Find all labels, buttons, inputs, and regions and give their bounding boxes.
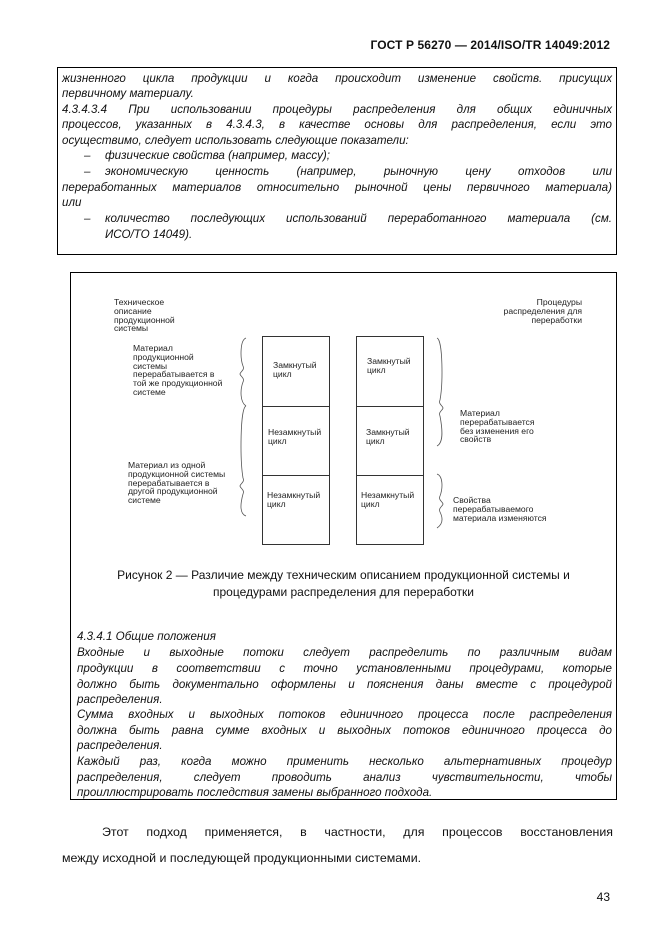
cell-right-open-loop	[356, 475, 424, 545]
bullet-item: физические свойства (например, массу);	[105, 149, 330, 162]
paragraph-line: должно быть документально оформлены и пояснения даны вместе с процедурой	[77, 678, 612, 691]
cell-label: Замкнутый цикл	[367, 356, 411, 375]
figure-caption: Рисунок 2 — Различие между техническим описанием продукционной системы и процедурами распределения для переработки	[117, 568, 570, 599]
diagram-label-other-system: Материал из одной продукционной системы перерабатывается в другой продукционной системе	[128, 460, 226, 506]
diagram-label-tech-description: Техническое описание продукционной системы	[114, 297, 175, 334]
bullet-dash: –	[84, 149, 91, 162]
bracket-properties-changed	[437, 474, 443, 528]
paragraph-line: распределения.	[77, 739, 163, 752]
bullet-item: количество последующих использований переработанного материала (см.	[105, 212, 612, 225]
diagram-label-properties-unchanged: Материал перерабатывается без изменения его свойств	[460, 408, 535, 445]
bullet-item: переработанных материалов относительно рыночной цены первичного материала)	[62, 181, 612, 194]
diagram-label-properties-changed: Свойства перерабатываемого материала изменяются	[453, 495, 547, 523]
paragraph-line: Сумма входных и выходных потоков единичного процесса после распределения	[77, 708, 612, 721]
bracket-same-system	[240, 338, 246, 406]
cell-label: Замкнутый цикл	[366, 427, 410, 446]
paragraph-line: распределения, следует проводить анализ чувствительности, чтобы	[77, 771, 612, 784]
bullet-dash: –	[84, 212, 91, 225]
box-line: процессов, указанных в 4.3.4.3, в качестве основы для распределения, если это	[62, 118, 612, 131]
box-line: первичному материалу.	[62, 87, 194, 100]
body-paragraph-line: между исходной и последующей продукционными системами.	[62, 851, 422, 865]
paragraph-line: Входные и выходные потоки следует распределить по различным видам	[77, 646, 612, 659]
document-header: ГОСТ Р 56270 — 2014/ISO/TR 14049:2012	[370, 38, 610, 52]
cell-left-open-loop-2	[262, 475, 330, 545]
body-paragraph-line: Этот подход применяется, в частности, для процессов восстановления	[102, 825, 613, 839]
diagram-label-same-system: Материал продукционной системы перерабатывается в той же продукционной системе	[133, 343, 223, 397]
cell-label: Замкнутый цикл	[273, 360, 317, 379]
box-line: жизненного цикла продукции и когда происходит изменение свойств. присущих	[62, 72, 612, 85]
paragraph-line: проиллюстрировать последствия замены выбранного подхода.	[77, 786, 433, 799]
paragraph-line: должна быть равна сумме входных и выходных потоков единичного процесса до	[77, 724, 612, 737]
box-line: осуществимо, следует использовать следующие показатели:	[62, 134, 409, 147]
bullet-item: ИСО/ТО 14049).	[105, 228, 193, 241]
bracket-other-system	[240, 406, 246, 516]
bullet-item: экономическую ценность (например, рыночную цену отходов или	[105, 165, 612, 178]
box-line: 4.3.4.3.4 При использовании процедуры распределения для общих единичных	[62, 103, 612, 116]
section-title: 4.3.4.1 Общие положения	[77, 630, 216, 643]
cell-label: Незамкнутый цикл	[361, 490, 415, 509]
bullet-dash: –	[84, 165, 91, 178]
diagram-label-allocation-procedures: Процедуры распределения для переработки	[503, 297, 582, 325]
bullet-item: или	[62, 196, 82, 209]
paragraph-line: Каждый раз, когда можно применить несколько альтернативных процедур	[77, 755, 612, 768]
cell-label: Незамкнутый цикл	[267, 490, 321, 509]
paragraph-line: распределения.	[77, 693, 163, 706]
page-number: 43	[596, 890, 610, 904]
paragraph-line: продукции в соответствии с точно установленными процедурами, которые	[77, 662, 612, 675]
bracket-properties-unchanged	[437, 338, 443, 446]
cell-label: Незамкнутый цикл	[268, 427, 322, 446]
